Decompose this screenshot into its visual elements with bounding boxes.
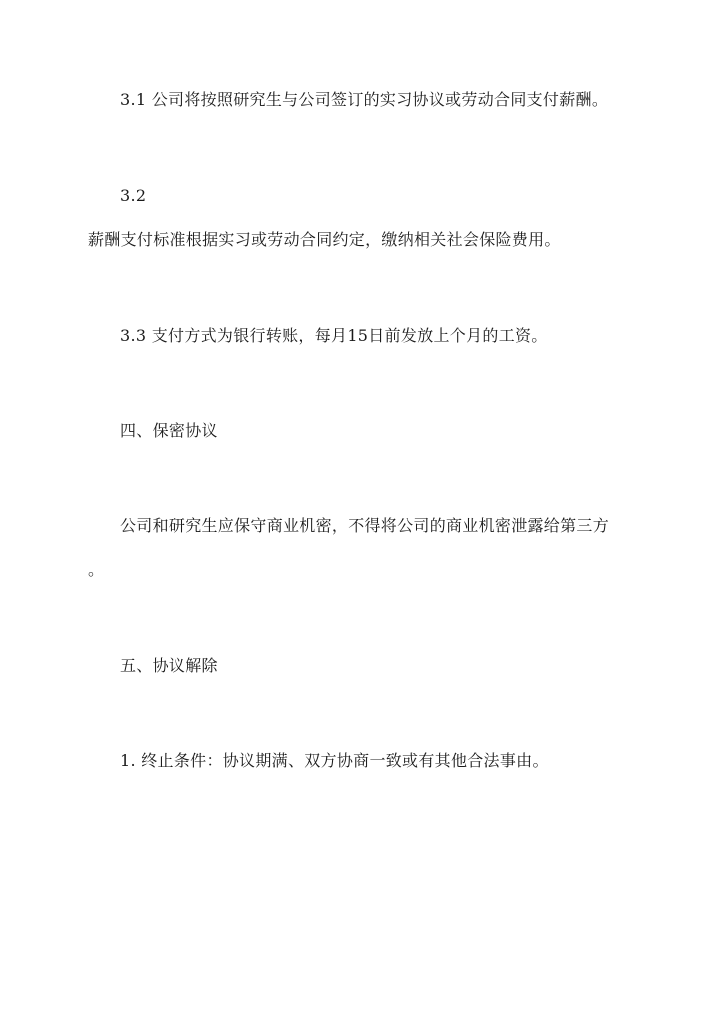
clause-3-3: 3.3 支付方式为银行转账，每月15日前发放上个月的工资。 (120, 326, 548, 345)
termination-condition: 1. 终止条件：协议期满、双方协商一致或有其他合法事由。 (120, 751, 549, 770)
clause-3-2-number: 3.2 (120, 186, 147, 205)
clause-3-2-text: 薪酬支付标准根据实习或劳动合同约定，缴纳相关社会保险费用。 (88, 230, 561, 249)
section-heading-termination: 五、协议解除 (120, 656, 218, 675)
clause-3-1: 3.1 公司将按照研究生与公司签订的实习协议或劳动合同支付薪酬。 (120, 90, 609, 109)
confidentiality-text-end: 。 (88, 560, 105, 579)
section-heading-confidentiality: 四、保密协议 (120, 421, 218, 440)
confidentiality-text: 公司和研究生应保守商业机密，不得将公司的商业机密泄露给第三方 (120, 516, 610, 535)
